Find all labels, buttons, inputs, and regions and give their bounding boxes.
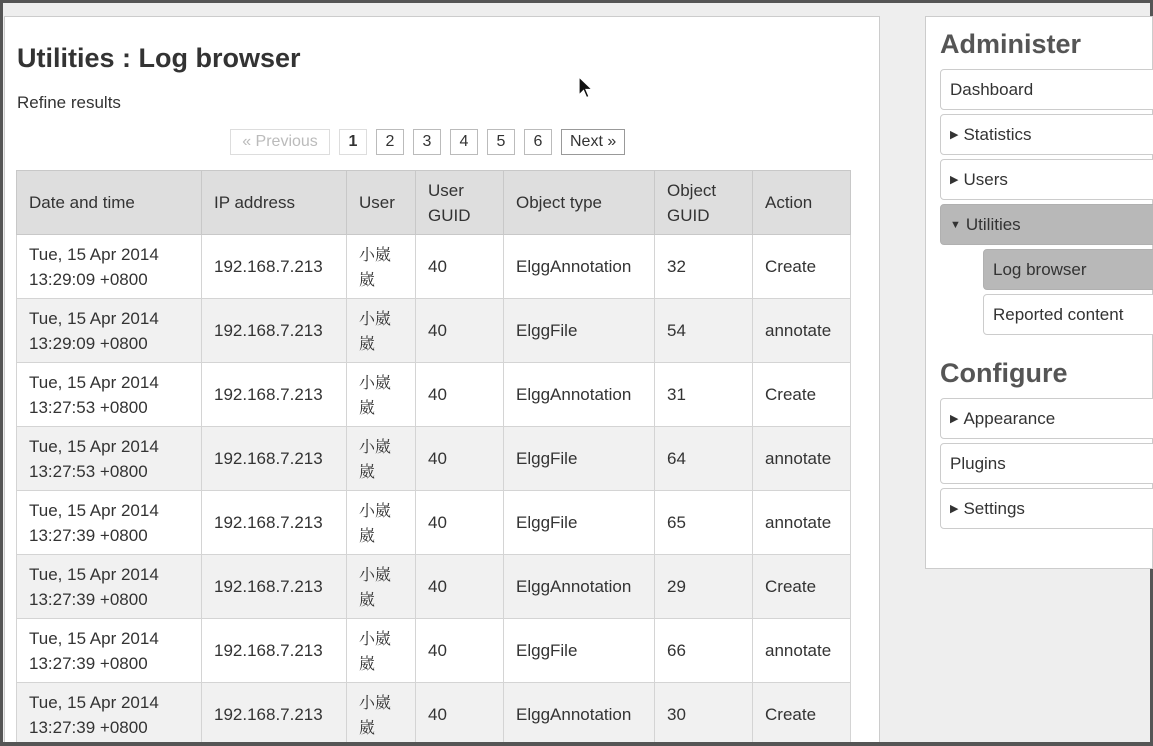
cell-ip: 192.168.7.213	[202, 235, 347, 299]
page-title: Utilities : Log browser	[17, 43, 301, 73]
triangle-down-icon: ▼	[950, 218, 961, 231]
user-name: 小崴崴	[359, 244, 392, 289]
cell-object-guid: 54	[655, 299, 753, 363]
sidebar-item-label: Statistics	[963, 124, 1032, 144]
triangle-right-icon: ▶	[950, 129, 959, 141]
date-text: Tue, 15 Apr 2014 13:27:39 +0800	[29, 564, 159, 609]
cell-action: Create	[753, 235, 851, 299]
sidebar-item-utilities[interactable]	[940, 204, 1153, 245]
main-content	[4, 16, 880, 744]
user-name: 小崴崴	[359, 372, 392, 417]
cell-user	[347, 363, 416, 427]
table-row	[17, 491, 851, 555]
sidebar-item-appearance[interactable]	[940, 398, 1153, 439]
window-frame-top	[0, 0, 1153, 3]
triangle-right-icon: ▶	[950, 413, 959, 425]
table-header-row	[17, 171, 851, 235]
header-user-guid-text: User GUID	[428, 180, 471, 225]
cell-user-guid: 40	[416, 427, 504, 491]
cell-action: Create	[753, 363, 851, 427]
date-text: Tue, 15 Apr 2014 13:29:09 +0800	[29, 244, 159, 289]
table-row	[17, 683, 851, 745]
mouse-pointer-icon	[578, 76, 594, 100]
sidebar-item-statistics[interactable]	[940, 114, 1153, 155]
cell-object-guid: 31	[655, 363, 753, 427]
cell-user	[347, 491, 416, 555]
cell-date	[17, 427, 202, 491]
cell-ip: 192.168.7.213	[202, 491, 347, 555]
cell-user-guid: 40	[416, 363, 504, 427]
table-row	[17, 427, 851, 491]
cell-object-guid: 30	[655, 683, 753, 745]
date-text: Tue, 15 Apr 2014 13:27:39 +0800	[29, 692, 159, 737]
header-object-guid	[655, 171, 753, 235]
cell-object-guid: 66	[655, 619, 753, 683]
cell-object-type: ElggAnnotation	[504, 555, 655, 619]
date-text: Tue, 15 Apr 2014 13:27:53 +0800	[29, 372, 159, 417]
cell-action: annotate	[753, 491, 851, 555]
header-object-type: Object type	[504, 171, 655, 235]
cell-date	[17, 619, 202, 683]
header-object-guid-text: Object GUID	[667, 180, 717, 225]
user-name: 小崴崴	[359, 500, 392, 545]
cell-user	[347, 683, 416, 745]
cell-action: annotate	[753, 427, 851, 491]
header-date: Date and time	[17, 171, 202, 235]
sidebar-item-plugins[interactable]	[940, 443, 1153, 484]
cell-user-guid: 40	[416, 299, 504, 363]
cell-user-guid: 40	[416, 235, 504, 299]
sidebar-item-label: Settings	[963, 498, 1025, 518]
cell-object-guid: 32	[655, 235, 753, 299]
cell-ip: 192.168.7.213	[202, 427, 347, 491]
admin-sidebar	[925, 16, 1153, 569]
cell-user-guid: 40	[416, 555, 504, 619]
sidebar-item-dashboard[interactable]	[940, 69, 1153, 110]
cell-action: annotate	[753, 619, 851, 683]
cell-user-guid: 40	[416, 683, 504, 745]
cell-date	[17, 491, 202, 555]
sidebar-item-label: Reported content	[993, 304, 1124, 324]
sidebar-item-label: Users	[963, 169, 1008, 189]
cell-object-type: ElggFile	[504, 491, 655, 555]
cell-object-type: ElggAnnotation	[504, 235, 655, 299]
sidebar-item-label: Log browser	[993, 259, 1087, 279]
cell-action: annotate	[753, 299, 851, 363]
sidebar-item-reported-content[interactable]	[983, 294, 1153, 335]
pagination	[230, 129, 625, 155]
table-row	[17, 555, 851, 619]
page-5-link[interactable]: 5	[487, 129, 515, 155]
header-ip: IP address	[202, 171, 347, 235]
cell-date	[17, 235, 202, 299]
cell-date	[17, 683, 202, 745]
cell-object-guid: 29	[655, 555, 753, 619]
cell-user	[347, 235, 416, 299]
user-name: 小崴崴	[359, 628, 392, 673]
page-2-link[interactable]: 2	[376, 129, 404, 155]
cell-object-type: ElggAnnotation	[504, 363, 655, 427]
sidebar-item-label: Dashboard	[950, 79, 1034, 99]
cell-ip: 192.168.7.213	[202, 299, 347, 363]
cell-user	[347, 299, 416, 363]
cell-user	[347, 427, 416, 491]
cell-date	[17, 299, 202, 363]
cell-ip: 192.168.7.213	[202, 683, 347, 745]
cell-action: Create	[753, 683, 851, 745]
page-4-link[interactable]: 4	[450, 129, 478, 155]
page-1-link[interactable]: 1	[339, 129, 367, 155]
date-text: Tue, 15 Apr 2014 13:27:39 +0800	[29, 500, 159, 545]
page-3-link[interactable]: 3	[413, 129, 441, 155]
cell-ip: 192.168.7.213	[202, 363, 347, 427]
refine-results-link[interactable]: Refine results	[17, 93, 121, 112]
table-row	[17, 619, 851, 683]
cell-user	[347, 555, 416, 619]
sidebar-item-users[interactable]	[940, 159, 1153, 200]
sidebar-item-label: Appearance	[963, 408, 1056, 428]
table-row	[17, 299, 851, 363]
header-user: User	[347, 171, 416, 235]
table-row	[17, 363, 851, 427]
sidebar-item-label: Utilities	[965, 214, 1021, 234]
triangle-right-icon: ▶	[950, 503, 959, 515]
cell-user-guid: 40	[416, 491, 504, 555]
user-name: 小崴崴	[359, 436, 392, 481]
date-text: Tue, 15 Apr 2014 13:27:39 +0800	[29, 628, 159, 673]
user-name: 小崴崴	[359, 564, 392, 609]
cell-user-guid: 40	[416, 619, 504, 683]
page-6-link[interactable]: 6	[524, 129, 552, 155]
sidebar-item-label: Plugins	[950, 453, 1006, 473]
cell-object-guid: 65	[655, 491, 753, 555]
log-table	[16, 170, 851, 744]
cell-object-type: ElggFile	[504, 619, 655, 683]
cell-user	[347, 619, 416, 683]
configure-heading: Configure	[940, 358, 1068, 388]
next-page-button[interactable]: Next »	[561, 129, 625, 155]
cell-object-type: ElggAnnotation	[504, 683, 655, 745]
date-text: Tue, 15 Apr 2014 13:29:09 +0800	[29, 308, 159, 353]
administer-heading: Administer	[940, 29, 1082, 59]
cell-ip: 192.168.7.213	[202, 619, 347, 683]
cell-ip: 192.168.7.213	[202, 555, 347, 619]
cell-object-type: ElggFile	[504, 299, 655, 363]
log-table-body	[17, 235, 851, 745]
cell-date	[17, 363, 202, 427]
previous-page-button: « Previous	[230, 129, 330, 155]
user-name: 小崴崴	[359, 692, 392, 737]
cell-object-guid: 64	[655, 427, 753, 491]
cell-date	[17, 555, 202, 619]
window-frame-bottom	[0, 742, 1153, 746]
triangle-right-icon: ▶	[950, 174, 959, 186]
header-action: Action	[753, 171, 851, 235]
cell-action: Create	[753, 555, 851, 619]
cell-object-type: ElggFile	[504, 427, 655, 491]
sidebar-item-log-browser[interactable]	[983, 249, 1153, 290]
date-text: Tue, 15 Apr 2014 13:27:53 +0800	[29, 436, 159, 481]
user-name: 小崴崴	[359, 308, 392, 353]
window-frame-left	[0, 0, 3, 746]
sidebar-item-settings[interactable]	[940, 488, 1153, 529]
table-row	[17, 235, 851, 299]
header-user-guid	[416, 171, 504, 235]
